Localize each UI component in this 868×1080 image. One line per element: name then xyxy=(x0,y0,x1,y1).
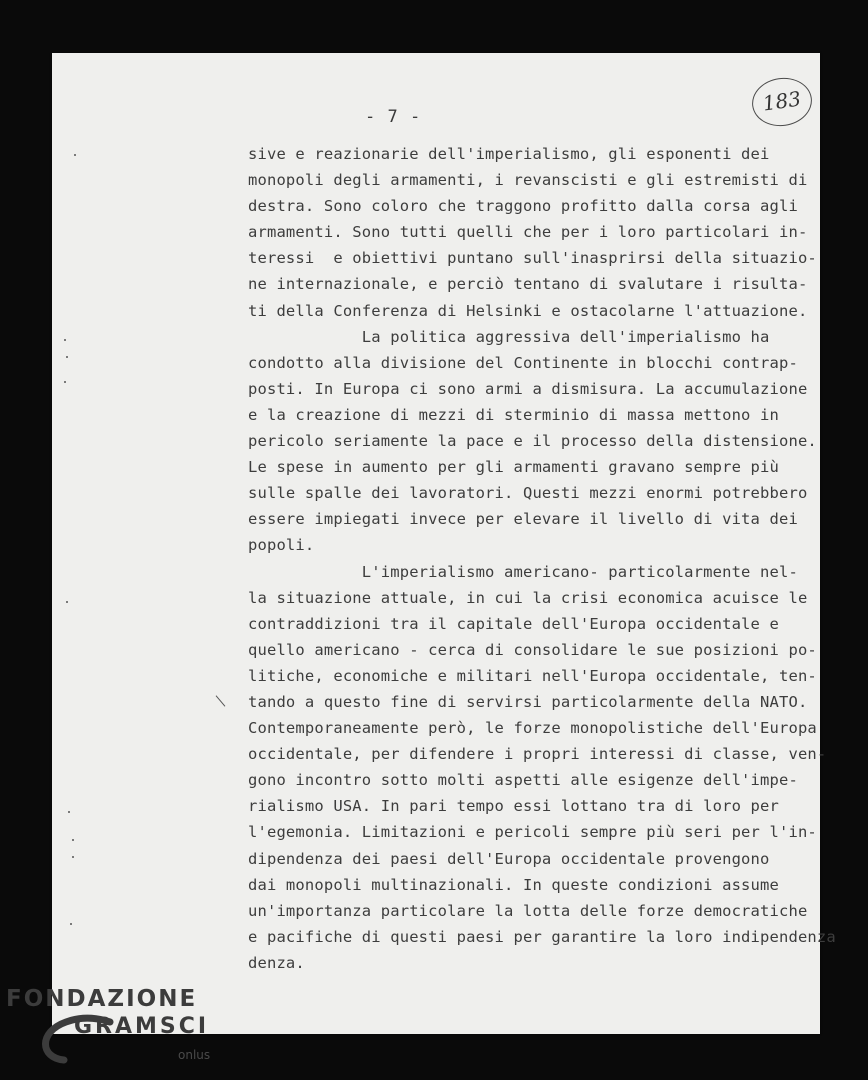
text-line: Contemporaneamente però, le forze monopolistiche dell'Europa xyxy=(248,719,817,738)
text-line: occidentale, per difendere i propri interessi di classe, ven- xyxy=(248,745,827,764)
binding-mark xyxy=(66,601,68,603)
text-line: ti della Conferenza di Helsinki e ostacolarne l'attuazione. xyxy=(248,301,808,320)
binding-mark xyxy=(68,811,70,813)
typewritten-text xyxy=(248,141,836,976)
binding-mark xyxy=(70,923,72,925)
text-line: litiche, economiche e militari nell'Europa occidentale, ten- xyxy=(248,666,817,685)
text-line: condotto alla divisione del Continente in blocchi contrap- xyxy=(248,353,798,372)
text-line: popoli. xyxy=(248,536,315,555)
text-line: essere impiegati invece per elevare il livello di vita dei xyxy=(248,510,798,529)
page-number: - 7 - xyxy=(365,107,422,127)
text-line: e pacifiche di questi paesi per garantire la loro indipendenza xyxy=(248,927,836,946)
text-line: contraddizioni tra il capitale dell'Europa occidentale e xyxy=(248,614,779,633)
text-line: teressi e obiettivi puntano sull'inasprirsi della situazio- xyxy=(248,249,817,268)
text-line: ne internazionale, e perciò tentano di svalutare i risulta- xyxy=(248,275,808,294)
text-line: sulle spalle dei lavoratori. Questi mezzi enormi potrebbero xyxy=(248,484,808,503)
text-line: dai monopoli multinazionali. In queste condizioni assume xyxy=(248,875,779,894)
binding-mark xyxy=(64,381,66,383)
binding-mark xyxy=(72,856,74,858)
text-line: tando a questo fine di servirsi particolarmente della NATO. xyxy=(248,692,808,711)
binding-mark xyxy=(74,154,76,156)
logo-text-fondazione: FONDAZIONE xyxy=(6,986,198,1012)
text-line: un'importanza particolare la lotta delle forze democratiche xyxy=(248,901,808,920)
text-line: Le spese in aumento per gli armamenti gravano sempre più xyxy=(248,458,779,477)
logo-text-onlus: onlus xyxy=(178,1048,211,1062)
text-line: pericolo seriamente la pace e il processo della distensione. xyxy=(248,432,817,451)
text-line: dipendenza dei paesi dell'Europa occidentale provengono xyxy=(248,849,770,868)
text-line: denza. xyxy=(248,953,305,972)
text-line: monopoli degli armamenti, i revanscisti e gli estremisti di xyxy=(248,171,808,190)
text-line: posti. In Europa ci sono armi a dismisura. La accumulazione xyxy=(248,379,808,398)
binding-mark xyxy=(66,356,68,358)
text-line: quello americano - cerca di consolidare le sue posizioni po- xyxy=(248,640,817,659)
pencil-mark xyxy=(216,695,226,706)
archive-number-stamp xyxy=(749,74,815,130)
fondazione-gramsci-logo xyxy=(6,986,212,1076)
text-line: la situazione attuale, in cui la crisi economica acuisce le xyxy=(248,588,808,607)
binding-mark xyxy=(72,839,74,841)
text-line: sive e reazionarie dell'imperialismo, gli esponenti dei xyxy=(248,145,770,163)
text-line: gono incontro sotto molti aspetti alle esigenze dell'impe- xyxy=(248,771,798,790)
text-line: L'imperialismo americano- particolarmente nel- xyxy=(248,562,798,581)
text-line: e la creazione di mezzi di sterminio di massa mettono in xyxy=(248,405,779,424)
text-line: La politica aggressiva dell'imperialismo ha xyxy=(248,327,770,346)
text-line: armamenti. Sono tutti quelli che per i loro particolari in- xyxy=(248,223,808,242)
text-line: l'egemonia. Limitazioni e pericoli sempre più seri per l'in- xyxy=(248,823,817,842)
archive-number: 183 xyxy=(761,86,803,116)
logo-text-gramsci: GRAMSCI xyxy=(74,1014,210,1039)
text-line: destra. Sono coloro che traggono profitto dalla corsa agli xyxy=(248,197,798,216)
text-line: rialismo USA. In pari tempo essi lottano tra di loro per xyxy=(248,797,779,816)
binding-mark xyxy=(64,339,66,341)
document-page xyxy=(52,53,836,1034)
